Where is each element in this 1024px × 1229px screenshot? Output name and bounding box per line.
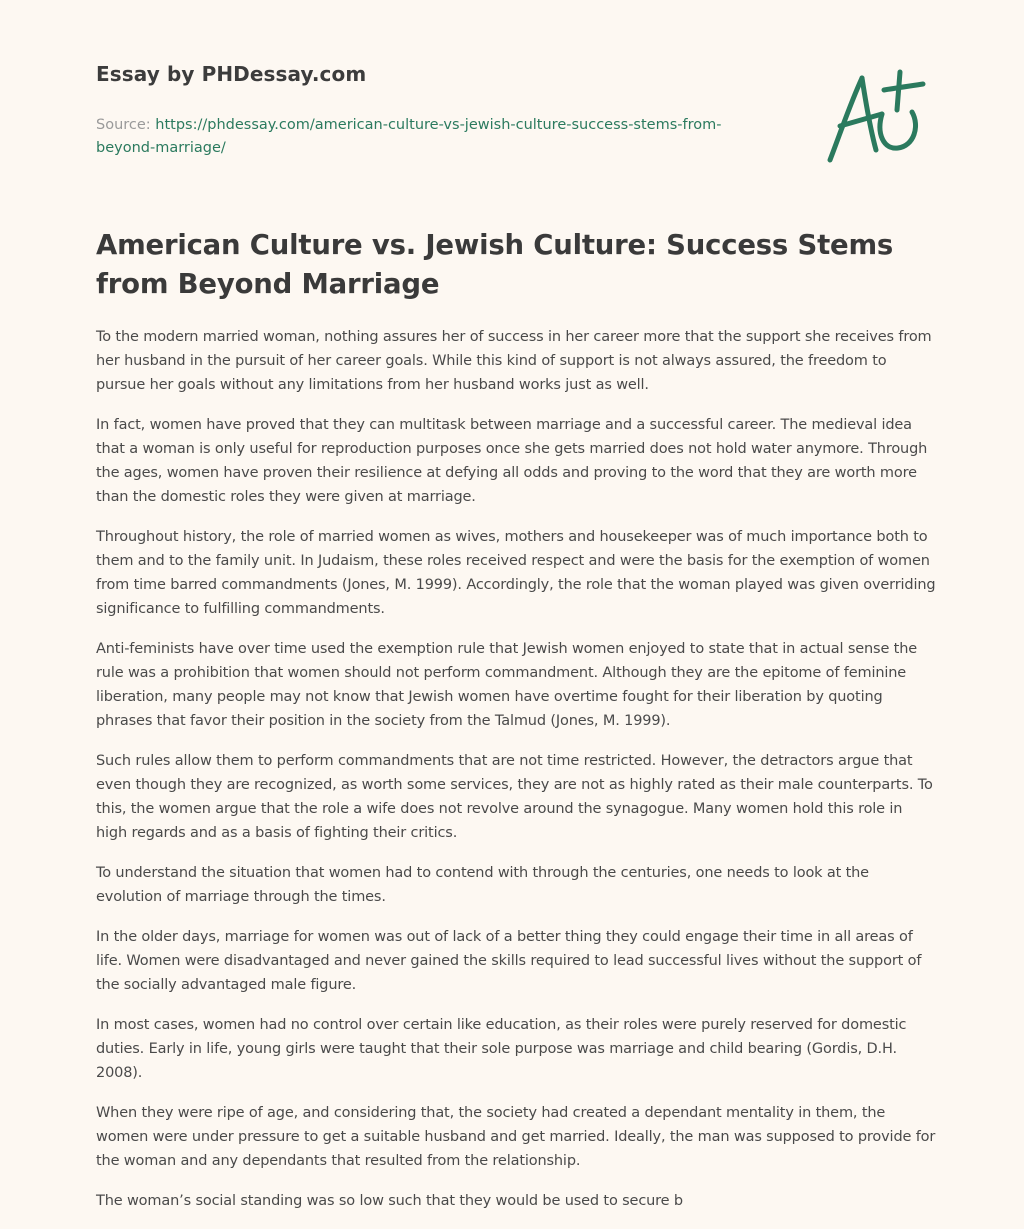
source-line <box>96 114 756 160</box>
paragraph: In the older days, marriage for women was out of lack of a better thing they could engage their time in all areas of life. Women were disadvantaged and never gained the skills required to lead successful lives without the support of the socially advantaged male figure. <box>96 929 922 993</box>
site-title: Essay by PHDessay.com <box>96 62 367 86</box>
paragraph: When they were ripe of age, and considering that, the society had created a dependant mentality in them, the women were under pressure to get a suitable husband and get married. Ideally, the man was supposed to provide for the woman and any dependants that resulted from the relationship. <box>96 1105 936 1169</box>
source-label: Source: <box>96 117 151 133</box>
paragraph: In most cases, women had no control over certain like education, as their roles were purely reserved for domestic duties. Early in life, young girls were taught that their sole purpose was marriage and child bearing (Gordis, D.H. 2008). <box>96 1017 907 1081</box>
paragraph: In fact, women have proved that they can multitask between marriage and a successful career. The medieval idea that a woman is only useful for reproduction purposes once she gets married does not hold water anymore. Through the ages, women have proven their resilience at defying all odds and proving to the word that they are worth more than the domestic roles they were given at marriage. <box>96 417 928 505</box>
paragraph: To understand the situation that women had to contend with through the centuries, one needs to look at the evolution of marriage through the times. <box>96 865 869 905</box>
article-body <box>96 325 936 1229</box>
paragraph: To the modern married woman, nothing assures her of success in her career more that the support she receives from her husband in the pursuit of her career goals. While this kind of support is not always assured, the freedom to pursue her goals without any limitations from her husband works just as well. <box>96 329 932 393</box>
article-title: American Culture vs. Jewish Culture: Success Stems from Beyond Marriage <box>96 229 894 300</box>
paragraph: Anti-feminists have over time used the exemption rule that Jewish women enjoyed to state that in actual sense the rule was a prohibition that women should not perform commandment. Although they are the epitome of feminine liberation, many people may not know that Jewish women have overtime fought for their liberation by quoting phrases that favor their position in the society from the Talmud (Jones, M. 1999). <box>96 641 918 729</box>
a-plus-grade-icon <box>820 64 930 168</box>
paragraph: The woman’s social standing was so low such that they would be used to secure b <box>96 1193 683 1209</box>
header <box>96 62 796 160</box>
paragraph: Such rules allow them to perform commandments that are not time restricted. However, the detractors argue that even though they are recognized, as worth some services, they are not as highly rated as their male counterparts. To this, the women argue that the role a wife does not revolve around the synagogue. Many women hold this role in high regards and as a basis of fighting their critics. <box>96 753 933 841</box>
source-link[interactable]: https://phdessay.com/american-culture-vs-jewish-culture-success-stems-from-beyond-marriage/ <box>96 117 722 156</box>
paragraph: Throughout history, the role of married women as wives, mothers and housekeeper was of much importance both to them and to the family unit. In Judaism, these roles received respect and were the basis for the exemption of women from time barred commandments (Jones, M. 1999). Accordingly, the role that the woman played was given overriding significance to fulfilling commandments. <box>96 529 936 617</box>
